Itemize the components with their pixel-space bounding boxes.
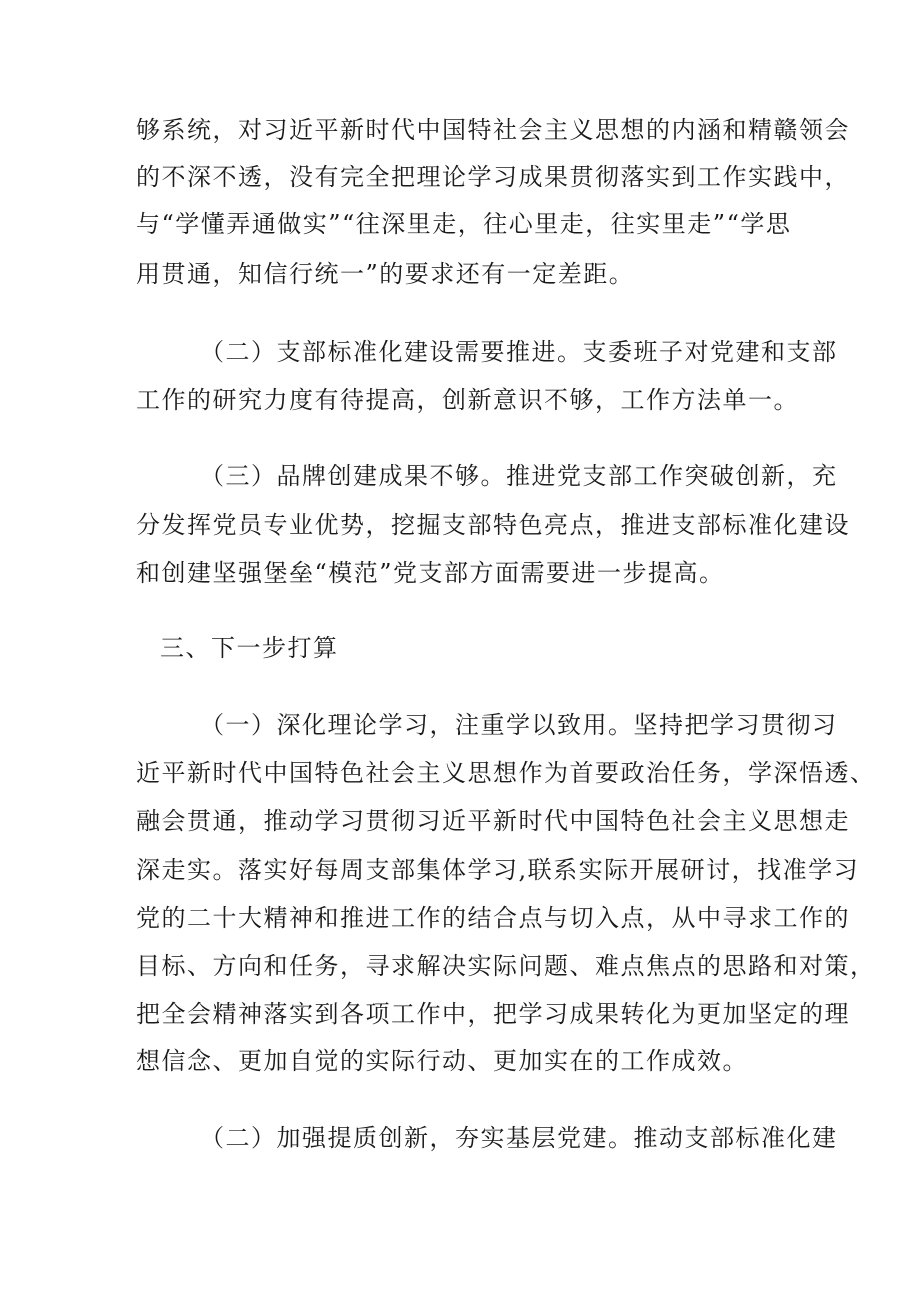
paragraph-start-line: （三）品牌创建成果不够。推进党支部工作突破创新，充 bbox=[200, 462, 838, 490]
text-line: 和创建坚强堡垒“模范”党支部方面需要进一步提高。 bbox=[136, 559, 725, 587]
text-line: 工作的研究力度有待提高，创新意识不够，工作方法单一。 bbox=[136, 386, 799, 414]
text-line: 党的二十大精神和推进工作的结合点与切入点，从中寻求工作的 bbox=[136, 904, 850, 932]
text-line: 近平新时代中国特色社会主义思想作为首要政治任务，学深悟透、 bbox=[136, 759, 876, 787]
section-heading: 三、下一步打算 bbox=[160, 634, 339, 662]
text-line: 分发挥党员专业优势，挖掘支部特色亮点，推进支部标准化建设 bbox=[136, 511, 850, 539]
text-line: 够系统，对习近平新时代中国特社会主义思想的内涵和精赣领会 bbox=[136, 116, 850, 144]
text-line: 与“学懂弄通做实”“往深里走，往心里走，往实里走”“学思 bbox=[136, 210, 792, 238]
paragraph-start-line: （一）深化理论学习，注重学以致用。坚持把学习贯彻习 bbox=[200, 711, 838, 739]
text-line: 的不深不透，没有完全把理论学习成果贯彻落实到工作实践中， bbox=[136, 163, 850, 191]
text-line: 融会贯通，推动学习贯彻习近平新时代中国特色社会主义思想走 bbox=[136, 807, 850, 835]
paragraph-start-line: （二）加强提质创新，夯实基层党建。推动支部标准化建 bbox=[200, 1124, 838, 1152]
text-line: 用贯通，知信行统一”的要求还有一定差距。 bbox=[136, 260, 635, 288]
paragraph-start-line: （二）支部标准化建设需要推进。支委班子对党建和支部 bbox=[200, 338, 838, 366]
text-line: 目标、方向和任务，寻求解决实际问题、难点焦点的思路和对策， bbox=[136, 952, 876, 980]
text-line: 想信念、更加自觉的实际行动、更加实在的工作成效。 bbox=[136, 1047, 748, 1075]
text-line: 深走实。落实好每周支部集体学习,联系实际开展研讨，找准学习 bbox=[136, 856, 860, 884]
text-line: 把全会精神落实到各项工作中，把学习成果转化为更加坚定的理 bbox=[136, 1000, 850, 1028]
